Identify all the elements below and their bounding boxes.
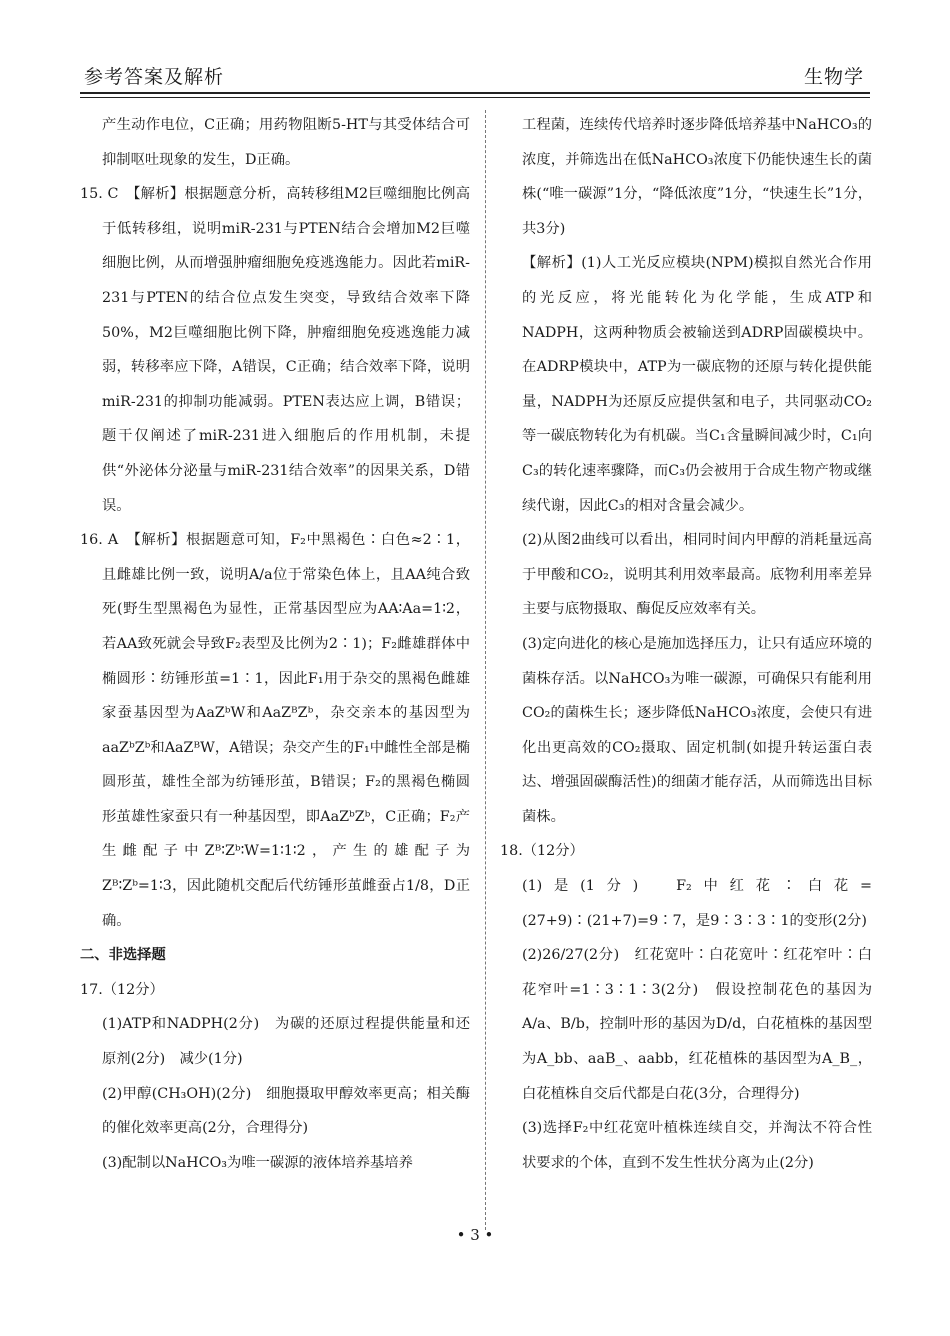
- answer-17-part3-start: (3)配制以NaHCO₃为唯一碳源的液体培养基培养: [102, 1154, 413, 1171]
- answer-18-heading: 18.（12分）: [500, 843, 584, 860]
- answer-17-heading: 17.（12分）: [80, 981, 164, 998]
- left-column: [80, 108, 470, 1180]
- answer-17-part3-cont: 工程菌，连续传代培养时逐步降低培养基中NaHCO₃的浓度，并筛选出在低NaHCO₃浓度下仍能快速生长的菌株(“唯一碳源”1分，“降低浓度”1分，“快速生长”1分，共3分): [522, 117, 872, 237]
- right-column: [500, 108, 872, 1180]
- column-divider: [485, 110, 486, 1230]
- header-title: 参考答案及解析: [84, 66, 225, 88]
- answer-17-analysis-1: 【解析】(1)人工光反应模块(NPM)模拟自然光合作用的光反应，将光能转化为化学能，生成ATP和NADPH，这两种物质会被输送到ADRP固碳模块中。在ADRP模块中，ATP为一碳底物的还原与转化提供能量，NADPH为还原反应提供氢和电子，共同驱动CO₂等一碳底物转化为有机碳。当C₁含量瞬间减少时，C₁向C₃的转化速率骤降，而C₃仍会被用于合成生物产物或继续代谢，因此C₃的相对含量会减少。: [522, 255, 872, 514]
- answer-18-part1: (1)是(1分) F₂中红花∶白花=(27+9)∶(21+7)=9∶7，是9∶3∶3∶1的变形(2分): [522, 878, 872, 929]
- header-rule-thick: [80, 92, 870, 94]
- answer-18-part3: (3)选择F₂中红花宽叶植株连续自交，并淘汰不符合性状要求的个体，直到不发生性状分离为止(2分): [522, 1120, 872, 1171]
- paragraph-14-tail: 产生动作电位，C正确；用药物阻断5-HT与其受体结合可抑制呕吐现象的发生，D正确。: [102, 117, 470, 168]
- answer-17-part2: (2)甲醇(CH₃OH)(2分) 细胞摄取甲醇效率更高；相关酶的催化效率更高(2分，合理得分): [102, 1085, 470, 1137]
- answer-16: 16. A 【解析】根据题意可知，F₂中黑褐色∶白色≈2∶1，且雌雄比例一致，说明A/a位于常染色体上，且AA纯合致死(野生型黑褐色为显性，正常基因型应为AA∶Aa=1∶2，若AA致死就会导致F₂表型及比例为2∶1)；F₂雌雄群体中椭圆形∶纺锤形茧=1∶1，因此F₁用于杂交的黑褐色雌雄家蚕基因型为AaZᵇW和AaZᴮZᵇ，杂交亲本的基因型为aaZᵇZᵇ和AaZᴮW，A错误；杂交产生的F₁中雌性全部是椭圆形茧，雄性全部为纺锤形茧，B错误；F₂的黑褐色椭圆形茧雄性家蚕只有一种基因型，即AaZᵇZᵇ，C正确；F₂产生雌配子中Zᴮ∶Zᵇ∶W=1∶1∶2，产生的雄配子为Zᴮ∶Zᵇ=1∶3，因此随机交配后代纺锤形茧雌蚕占1/8，D正确。: [80, 532, 470, 929]
- answer-18-part2: (2)26/27(2分) 红花宽叶∶白花宽叶∶红花窄叶∶白花窄叶=1∶3∶1∶3(2分) 假设控制花色的基因为A/a、B/b，控制叶形的基因为D/d，白花植株的基因型为A_bb、aaB_、aabb，红花植株的基因型为A_B_，白花植株自交后代都是白花(3分，合理得分): [522, 947, 872, 1102]
- page-header: [80, 56, 870, 96]
- answer-17-analysis-3: (3)定向进化的核心是施加选择压力，让只有适应环境的菌株存活。以NaHCO₃为唯一碳源，可确保只有能利用CO₂的菌株生长；逐步降低NaHCO₃浓度，会使只有进化出更高效的CO₂摄取、固定机制(如提升转运蛋白表达、增强固碳酶活性)的细菌才能存活，从而筛选出目标菌株。: [522, 635, 872, 825]
- answer-17-part1: (1)ATP和NADPH(2分) 为碳的还原过程提供能量和还原剂(2分) 减少(1分): [102, 1016, 470, 1068]
- section-heading: 二、非选择题: [80, 947, 166, 964]
- header-rule-thin: [80, 97, 870, 98]
- header-subject: 生物学: [803, 66, 864, 88]
- answer-17-analysis-2: (2)从图2曲线可以看出，相同时间内甲醇的消耗量远高于甲酸和CO₂，说明其利用效率最高。底物利用率差异主要与底物摄取、酶促反应效率有关。: [522, 532, 872, 618]
- answer-15: 15. C 【解析】根据题意分析，高转移组M2巨噬细胞比例高于低转移组，说明miR-231与PTEN结合会增加M2巨噬细胞比例，从而增强肿瘤细胞免疫逃逸能力。因此若miR-231与PTEN的结合位点发生突变，导致结合效率下降50%，M2巨噬细胞比例下降，肿瘤细胞免疫逃逸能力减弱，转移率应下降，A错误，C正确；结合效率下降，说明miR-231的抑制功能减弱。PTEN表达应上调，B错误；题干仅阐述了miR-231进入细胞后的作用机制，未提供“外泌体分泌量与miR-231结合效率”的因果关系，D错误。: [80, 186, 470, 514]
- page-number: • 3 •: [456, 1226, 494, 1244]
